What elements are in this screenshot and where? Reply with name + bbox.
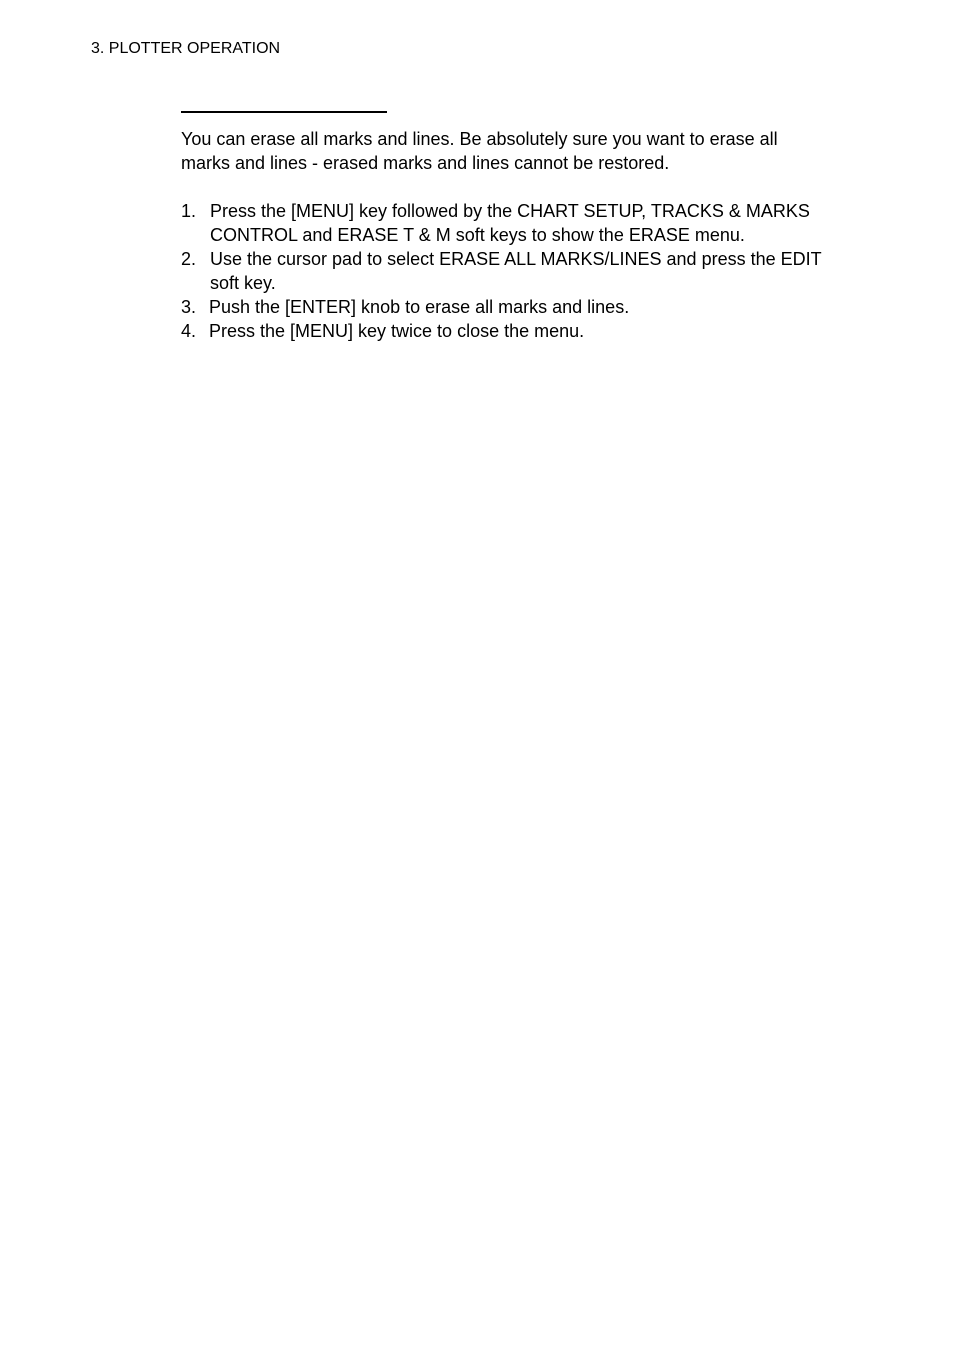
- step-text: [209, 295, 629, 319]
- procedure-steps: [181, 199, 861, 343]
- step-4: [181, 319, 861, 343]
- intro-line: You can erase all marks and lines. Be absolutely sure you want to erase all: [181, 129, 778, 149]
- intro-paragraph: [181, 127, 821, 175]
- step-line: Use the cursor pad to select ERASE ALL MARKS/LINES and press the EDIT: [210, 249, 822, 269]
- step-number: 1.: [181, 201, 197, 221]
- section-heading-rule: [181, 111, 387, 113]
- step-line: CONTROL and ERASE T & M soft keys to show the ERASE menu.: [210, 225, 745, 245]
- step-text: [210, 247, 822, 295]
- step-line: Press the [MENU] key twice to close the menu.: [209, 321, 585, 341]
- step-line: soft key.: [210, 273, 276, 293]
- step-line: Push the [ENTER] knob to erase all marks and lines.: [209, 297, 630, 317]
- step-1: [181, 199, 861, 247]
- running-header: 3. PLOTTER OPERATION: [91, 40, 281, 57]
- step-number: 4.: [181, 321, 197, 341]
- step-3: [181, 295, 861, 319]
- step-2: [181, 247, 861, 295]
- step-number: 3.: [181, 297, 197, 317]
- step-number: 2.: [181, 249, 197, 269]
- step-text: [209, 319, 584, 343]
- step-text: [210, 199, 810, 247]
- step-line: Press the [MENU] key followed by the CHART SETUP, TRACKS & MARKS: [210, 201, 810, 221]
- intro-line: marks and lines - erased marks and lines cannot be restored.: [181, 153, 670, 173]
